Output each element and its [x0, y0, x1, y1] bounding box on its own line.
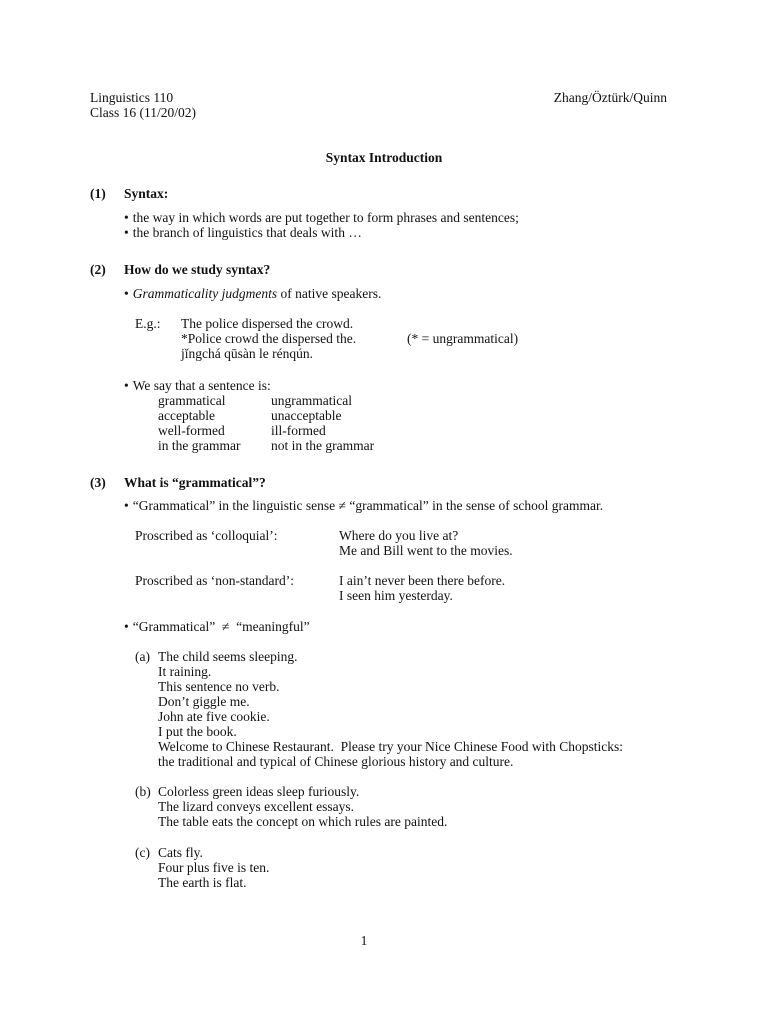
section-1-bullets: [124, 210, 519, 240]
example-sentence: I put the book.: [158, 724, 237, 739]
example-sentence: I ain’t never been there before.: [339, 573, 506, 588]
example-sentence: Cats fly.: [158, 845, 203, 860]
authors: Zhang/Öztürk/Quinn: [553, 90, 667, 105]
proscribed-label: Proscribed as ‘non-standard’:: [135, 573, 294, 588]
term-negative: not in the grammar: [271, 438, 375, 453]
bullet-text: “Grammatical” in the linguistic sense ≠ “grammatical” in the sense of school grammar.: [132, 498, 604, 513]
example-group-b: [158, 784, 447, 829]
term-negative: unacceptable: [271, 408, 342, 423]
example-sentence: *Police crowd the dispersed the.: [181, 331, 357, 346]
grammaticality-terms-left: [158, 393, 240, 453]
section-2-heading: How do we study syntax?: [124, 262, 271, 277]
section-2-bullet-2: [124, 378, 271, 393]
page-title: Syntax Introduction: [325, 150, 443, 165]
grammaticality-terms-right: [271, 393, 374, 453]
example-sentence: Colorless green ideas sleep furiously.: [158, 784, 360, 799]
example-sentence: I seen him yesterday.: [339, 588, 453, 603]
section-2-bullet-1: [124, 286, 381, 301]
example-label: (a): [135, 649, 150, 664]
example-sentence: This sentence no verb.: [158, 679, 280, 694]
example-group-c: [158, 845, 269, 890]
class-info: Class 16 (11/20/02): [90, 105, 196, 120]
example-sentence: The table eats the concept on which rules are painted.: [158, 814, 448, 829]
term-positive: well-formed: [158, 423, 225, 438]
term-positive: grammatical: [158, 393, 226, 408]
term-negative: ill-formed: [271, 423, 326, 438]
bullet-item: • the way in which words are put together to form phrases and sentences;: [124, 210, 519, 225]
term-positive: in the grammar: [158, 438, 241, 453]
example-sentence: The earth is flat.: [158, 875, 247, 890]
example-label: E.g.:: [135, 316, 161, 331]
bullet-text: We say that a sentence is:: [132, 378, 271, 393]
proscribed-label: Proscribed as ‘colloquial’:: [135, 528, 278, 543]
course-title: Linguistics 110: [90, 90, 174, 105]
example-label: (c): [135, 845, 150, 860]
example-sentences: [181, 316, 356, 361]
example-sentence: Me and Bill went to the movies.: [339, 543, 513, 558]
section-3-number: (3): [90, 475, 106, 490]
section-1-number: (1): [90, 186, 106, 201]
bullet-item: • the branch of linguistics that deals with …: [124, 225, 519, 240]
example-sentence: It raining.: [158, 664, 212, 679]
section-3-bullet-2: [124, 619, 310, 634]
example-sentence: the traditional and typical of Chinese glorious history and culture.: [158, 754, 514, 769]
section-3-heading: What is “grammatical”?: [124, 475, 266, 490]
ungrammatical-note: (* = ungrammatical): [407, 331, 519, 346]
example-sentence: Don’t giggle me.: [158, 694, 250, 709]
example-sentence: John ate five cookie.: [158, 709, 270, 724]
example-sentence: The lizard conveys excellent essays.: [158, 799, 355, 814]
example-label: (b): [135, 784, 151, 799]
proscribed-examples: [339, 573, 505, 603]
grammaticality-judgments-term: Grammaticality judgments: [132, 286, 278, 301]
example-group-a: [158, 649, 623, 769]
section-3-bullet-1: [124, 498, 603, 513]
example-sentence: Four plus five is ten.: [158, 860, 270, 875]
example-sentence: The police dispersed the crowd.: [181, 316, 354, 331]
section-1-heading: Syntax:: [124, 186, 169, 201]
term-positive: acceptable: [158, 408, 215, 423]
example-sentence: jǐngchá qūsàn le rénqún.: [181, 346, 313, 361]
bullet-text: “Grammatical” ≠ “meaningful”: [132, 619, 310, 634]
section-2-number: (2): [90, 262, 106, 277]
example-sentence: Welcome to Chinese Restaurant. Please try your Nice Chinese Food with Chopsticks:: [158, 739, 623, 754]
example-sentence: The child seems sleeping.: [158, 649, 298, 664]
term-negative: ungrammatical: [271, 393, 352, 408]
page-number: 1: [360, 933, 368, 948]
bullet-text: of native speakers.: [277, 286, 382, 301]
example-sentence: Where do you live at?: [339, 528, 459, 543]
proscribed-examples: [339, 528, 513, 558]
